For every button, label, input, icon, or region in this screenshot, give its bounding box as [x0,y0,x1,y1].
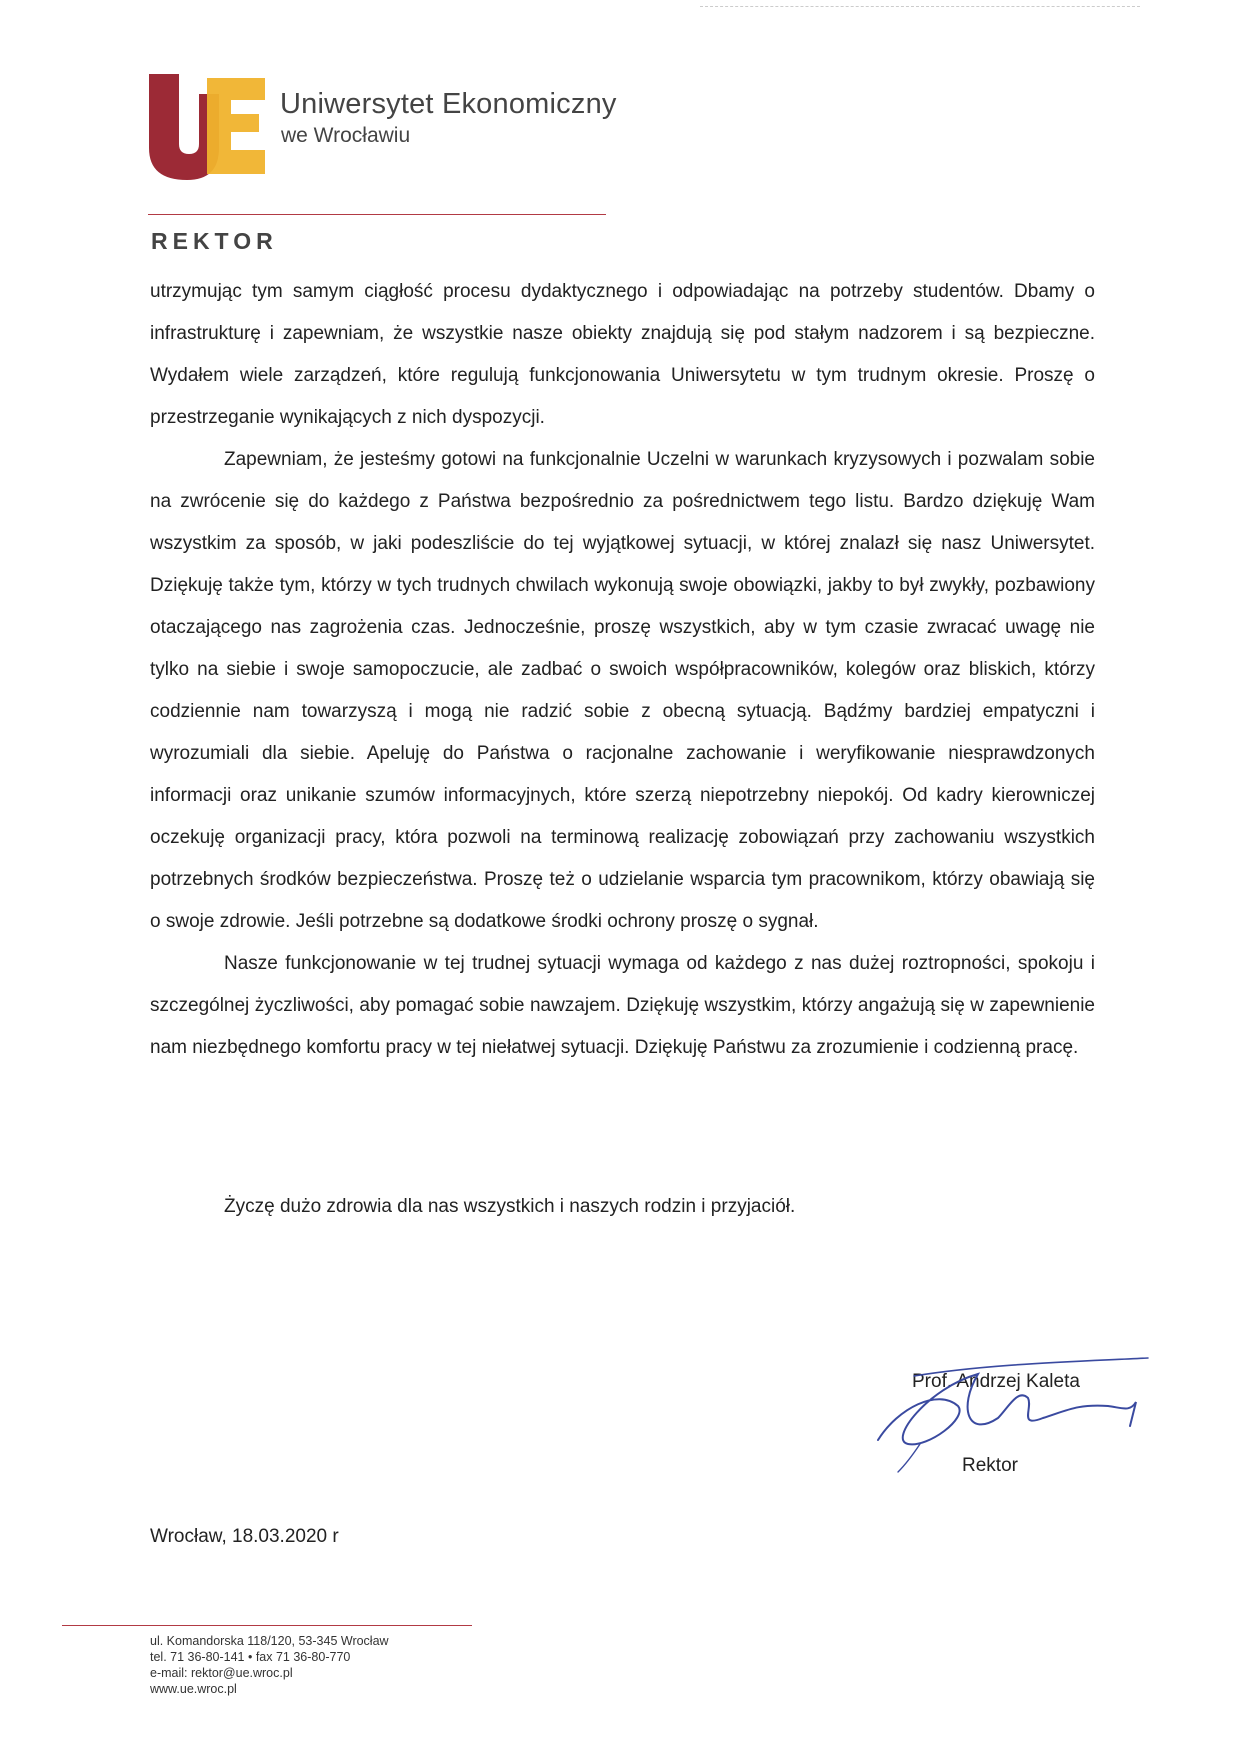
footer-contact [150,1633,389,1697]
office-title: REKTOR [151,228,278,254]
footer-email: e-mail: rektor@ue.wroc.pl [150,1666,293,1680]
paragraph-3: Nasze funkcjonowanie w tej trudnej sytuacji wymaga od każdego z nas dużej roztropności, spokoju i szczególnej życzliwości, aby pomagać sobie nawzajem. Dziękuję wszystkim, którzy angażują się w zapewnienie nam niezbędnego komfortu pracy w tej niełatwej sytuacji. Dziękuję Państwu za zrozumienie i codzienną pracę. [150,953,1095,1058]
footer-divider [62,1625,472,1626]
paragraph-2: Zapewniam, że jesteśmy gotowi na funkcjonalnie Uczelni w warunkach kryzysowych i pozwalam sobie na zwrócenie się do każdego z Państwa bezpośrednio za pośrednictwem tego listu. Bardzo dziękuję Wam wszystkim za sposób, w jaki podeszliście do tej wyjątkowej sytuacji, w której znalazł się nasz Uniwersytet. Dziękuję także tym, którzy w tych trudnych chwilach wykonują swoje obowiązki, jakby to był zwykły, pozbawiony otaczającego nas zagrożenia czas. Jednocześnie, proszę wszystkich, aby w tym czasie zwracać uwagę nie tylko na siebie i swoje samopoczucie, ale zadbać o swoich współpracowników, kolegów oraz bliskich, którzy codziennie nam towarzyszą i mogą nie radzić sobie z obecną sytuacją. Bądźmy bardziej empatyczni i wyrozumiali dla siebie. Apeluję do Państwa o racjonalne zachowanie i weryfikowanie niesprawdzonych informacji oraz unikanie szumów informacyjnych, które szerzą niepotrzebny niepokój. Od kadry kierowniczej oczekuję organizacji pracy, która pozwoli na terminową realizację zobowiązań przy zachowaniu wszystkich potrzebnych środków bezpieczeństwa. Proszę też o udzielanie wsparcia tym pracownikom, którzy obawiają się o swoje zdrowie. Jeśli potrzebne są dodatkowe środki ochrony proszę o sygnał. [150,449,1095,932]
signatory-role: Rektor [962,1455,1018,1476]
scan-edge-artifact [700,6,1140,7]
paragraph-1: utrzymując tym samym ciągłość procesu dydaktycznego i odpowiadając na potrzeby studentów. Dbamy o infrastrukturę i zapewniam, że wszystkie nasze obiekty znajdują się pod stałym nadzorem i są bezpieczne. Wydałem wiele zarządzeń, które regulują funkcjonowania Uniwersytetu w tym trudnym okresie. Proszę o przestrzeganie wynikających z nich dyspozycji. [150,281,1095,428]
ue-logo-icon [147,74,267,180]
letter-body [150,271,1095,1069]
university-city: we Wrocławiu [281,124,411,147]
signatory-name: Prof. Andrzej Kaleta [912,1371,1080,1392]
header-divider [148,214,606,215]
university-name: Uniwersytet Ekonomiczny [280,88,617,120]
letter-date: Wrocław, 18.03.2020 r [150,1526,339,1547]
closing-wish: Życzę dużo zdrowia dla nas wszystkich i naszych rodzin i przyjaciół. [224,1196,796,1217]
footer-address: ul. Komandorska 118/120, 53-345 Wrocław [150,1634,389,1648]
footer-website: www.ue.wroc.pl [150,1682,237,1696]
footer-phone: tel. 71 36-80-141 • fax 71 36-80-770 [150,1650,351,1664]
